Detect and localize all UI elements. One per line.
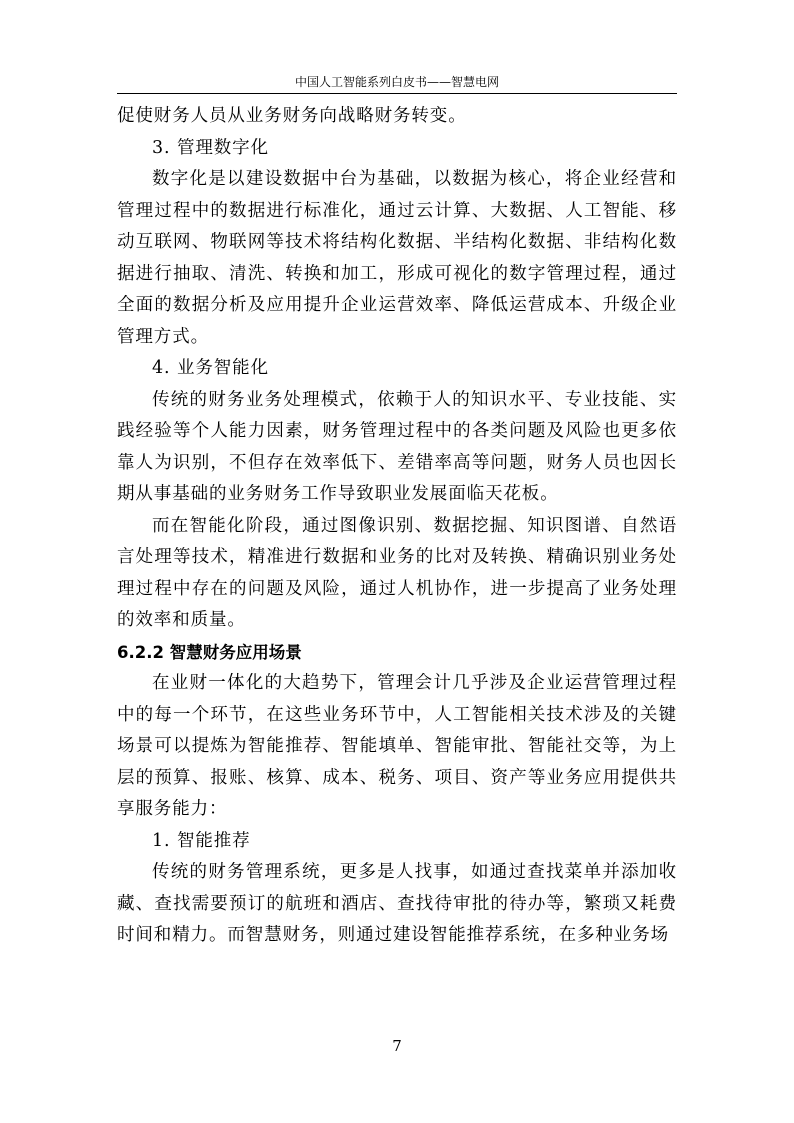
paragraph-continuation: 促使财务人员从业务财务向战略财务转变。 <box>117 106 467 126</box>
section-heading: 6.2.2 智慧财务应用场景 <box>117 642 302 662</box>
paragraph-smart-recommendation: 传统的财务管理系统，更多是人找事，如通过查找菜单并添加收藏、查找需要预订的航班和酒店、查找待审批的待办等，繁琐又耗费时间和精力。而智慧财务，则通过建设智能推荐系统，在多种业务场 <box>117 862 677 945</box>
page-number: 7 <box>392 1037 402 1055</box>
paragraph-digitalization: 数字化是以建设数据中台为基础，以数据为核心，将企业经营和管理过程中的数据进行标准化，通过云计算、大数据、人工智能、移动互联网、物联网等技术将结构化数据、半结构化数据、非结构化数据进行抽取、清洗、转换和加工，形成可视化的数字管理过程，通过全面的数据分析及应用提升企业运营效率、降低运营成本、升级企业管理方式。 <box>117 169 677 347</box>
page-body <box>117 101 677 952</box>
header-rule <box>117 93 677 94</box>
paragraph-traditional-mode: 传统的财务业务处理模式，依赖于人的知识水平、专业技能、实践经验等个人能力因素，财务管理过程中的各类问题及风险也更多依靠人为识别，不但存在效率低下、差错率高等问题，财务人员也因长期从事基础的业务财务工作导致职业发展面临天花板。 <box>117 389 677 504</box>
paragraph-intelligent-stage: 而在智能化阶段，通过图像识别、数据挖掘、知识图谱、自然语言处理等技术，精准进行数据和业务的比对及转换、精确识别业务处理过程中存在的问题及风险，通过人机协作，进一步提高了业务处理的效率和质量。 <box>117 515 677 630</box>
list-item-management-digitalization: 3. 管理数字化 <box>152 137 269 158</box>
list-item-smart-recommendation: 1. 智能推荐 <box>152 830 251 851</box>
running-header: 中国人工智能系列白皮书——智慧电网 <box>294 75 499 89</box>
paragraph-application-scenarios: 在业财一体化的大趋势下，管理会计几乎涉及企业运营管理过程中的每一个环节，在这些业务环节中，人工智能相关技术涉及的关键场景可以提炼为智能推荐、智能填单、智能审批、智能社交等，为上层的预算、报账、核算、成本、税务、项目、资产等业务应用提供共享服务能力： <box>117 673 677 819</box>
list-item-business-intelligence: 4. 业务智能化 <box>152 358 269 378</box>
